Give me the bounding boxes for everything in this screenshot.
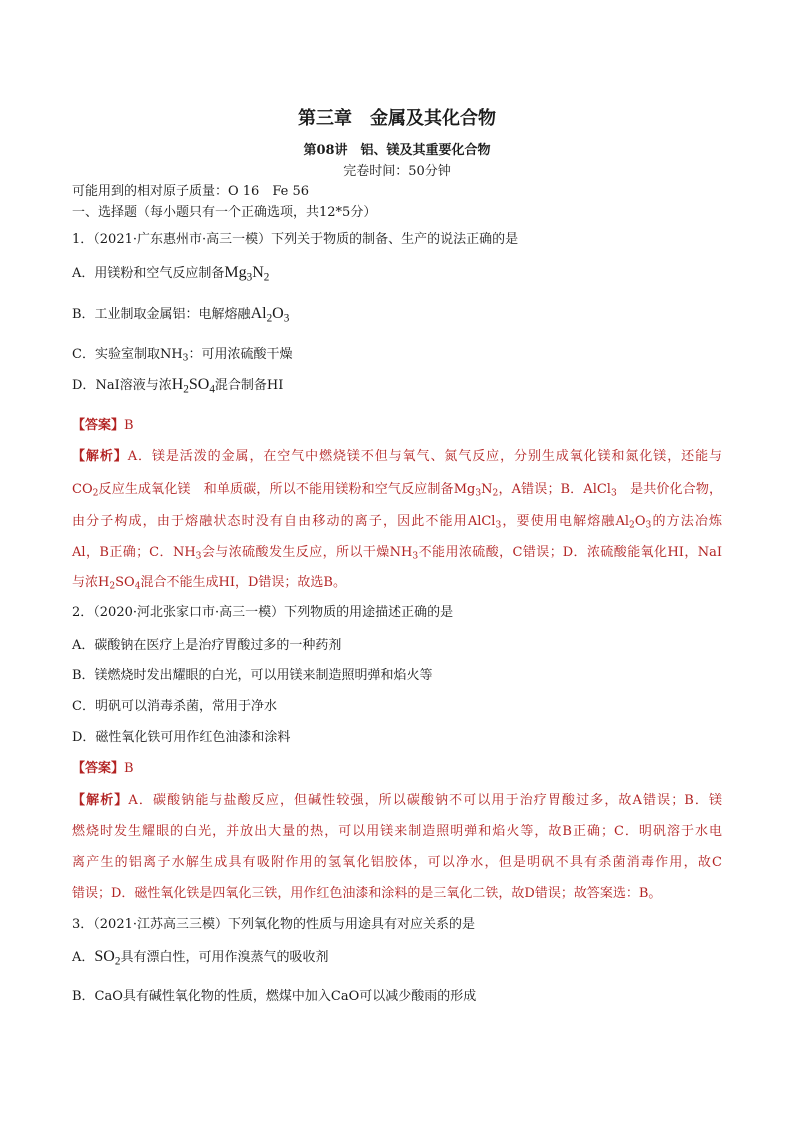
question-2-option-b: B．镁燃烧时发出耀眼的白光，可以用镁来制造照明弹和焰火等: [72, 668, 433, 683]
question-3-option-a: A．$SO_2$具有漂白性，可用作溴蒸气的吸收剂: [72, 948, 329, 968]
question-2-answer: 【答案】B: [72, 761, 134, 776]
question-1-option-c: C．实验室制取$NH_3$：可用浓硫酸干燥: [72, 347, 293, 364]
question-2-option-d: D．磁性氧化铁可用作红色油漆和涂料: [72, 730, 291, 745]
question-1-explanation-line-5: 与浓$H_2SO_4$混合不能生成HI，D错误；故选B。: [72, 575, 346, 592]
question-3-stem: 3．（2021·江苏高三三模）下列氧化物的性质与用途具有对应关系的是: [72, 917, 475, 932]
question-1-answer: 【答案】B: [72, 418, 134, 433]
question-1-explanation-line-4: Al，B正确；C．$NH_3$会与浓硫酸发生反应，所以干燥$NH_3$不能用浓硫酸，C错误；D．浓硫酸能氧化HI，NaI: [72, 545, 723, 562]
lecture-title: 第08讲 铝、镁及其重要化合物: [303, 143, 491, 158]
question-1-stem: 1．（2021·广东惠州市·高三一模）下列关于物质的制备、生产的说法正确的是: [72, 232, 519, 247]
question-2-option-a: A．碳酸钠在医疗上是治疗胃酸过多的一种药剂: [72, 638, 342, 653]
question-2-option-c: C．明矾可以消毒杀菌，常用于净水: [72, 699, 277, 714]
time-limit: 完卷时间：50分钟: [343, 164, 451, 179]
question-2-explanation-line-3: 离产生的铝离子水解生成具有吸附作用的氢氧化铝胶体，可以净水，但是明矾不具有杀菌消毒作用，故C: [72, 855, 722, 870]
chapter-title: 第三章 金属及其化合物: [298, 108, 496, 129]
question-1-option-a: A．用镁粉和空气反应制备$Mg_3N_2$: [72, 264, 270, 284]
section-heading: 一、选择题（每小题只有一个正确选项，共12*5分）: [72, 205, 377, 220]
question-2-explanation-line-1: 【解析】A．碳酸钠能与盐酸反应，但碱性较强，所以碳酸钠不可以用于治疗胃酸过多，故A错误；B．镁: [72, 793, 722, 808]
question-2-explanation-line-2: 燃烧时发生耀眼的白光，并放出大量的热，可以用镁来制造照明弹和焰火等，故B正确；C．明矾溶于水电: [72, 824, 722, 839]
question-1-explanation-line-3: 由分子构成，由于熔融状态时没有自由移动的离子，因此不能用AlCl$_3$，要使用电解熔融$Al_2O_3$的方法冶炼: [72, 514, 722, 531]
question-1-explanation-line-2: $CO_2$反应生成氧化镁 和单质碳，所以不能用镁粉和空气反应制备$Mg_3N_2$，A错误；B．AlCl$_3$ 是共价化合物，: [72, 482, 722, 499]
question-2-explanation-line-4: 错误；D．磁性氧化铁是四氧化三铁，用作红色油漆和涂料的是三氧化二铁，故D错误；故答案选：B。: [72, 886, 662, 901]
question-1-explanation-line-1: 【解析】A．镁是活泼的金属，在空气中燃烧镁不但与氧气、氮气反应，分别生成氧化镁和氮化镁，还能与: [72, 449, 722, 464]
question-3-option-b: B．CaO具有碱性氧化物的性质，燃煤中加入CaO可以减少酸雨的形成: [72, 989, 477, 1004]
atomic-masses: 可能用到的相对原子质量：O 16 Fe 56: [72, 184, 310, 199]
question-2-stem: 2．（2020·河北张家口市·高三一模）下列物质的用途描述正确的是: [72, 605, 454, 620]
question-1-option-b: B．工业制取金属铝：电解熔融$Al_2O_3$: [72, 305, 290, 325]
question-1-option-d: D．NaI溶液与浓$H_2SO_4$混合制备HI: [72, 376, 284, 396]
